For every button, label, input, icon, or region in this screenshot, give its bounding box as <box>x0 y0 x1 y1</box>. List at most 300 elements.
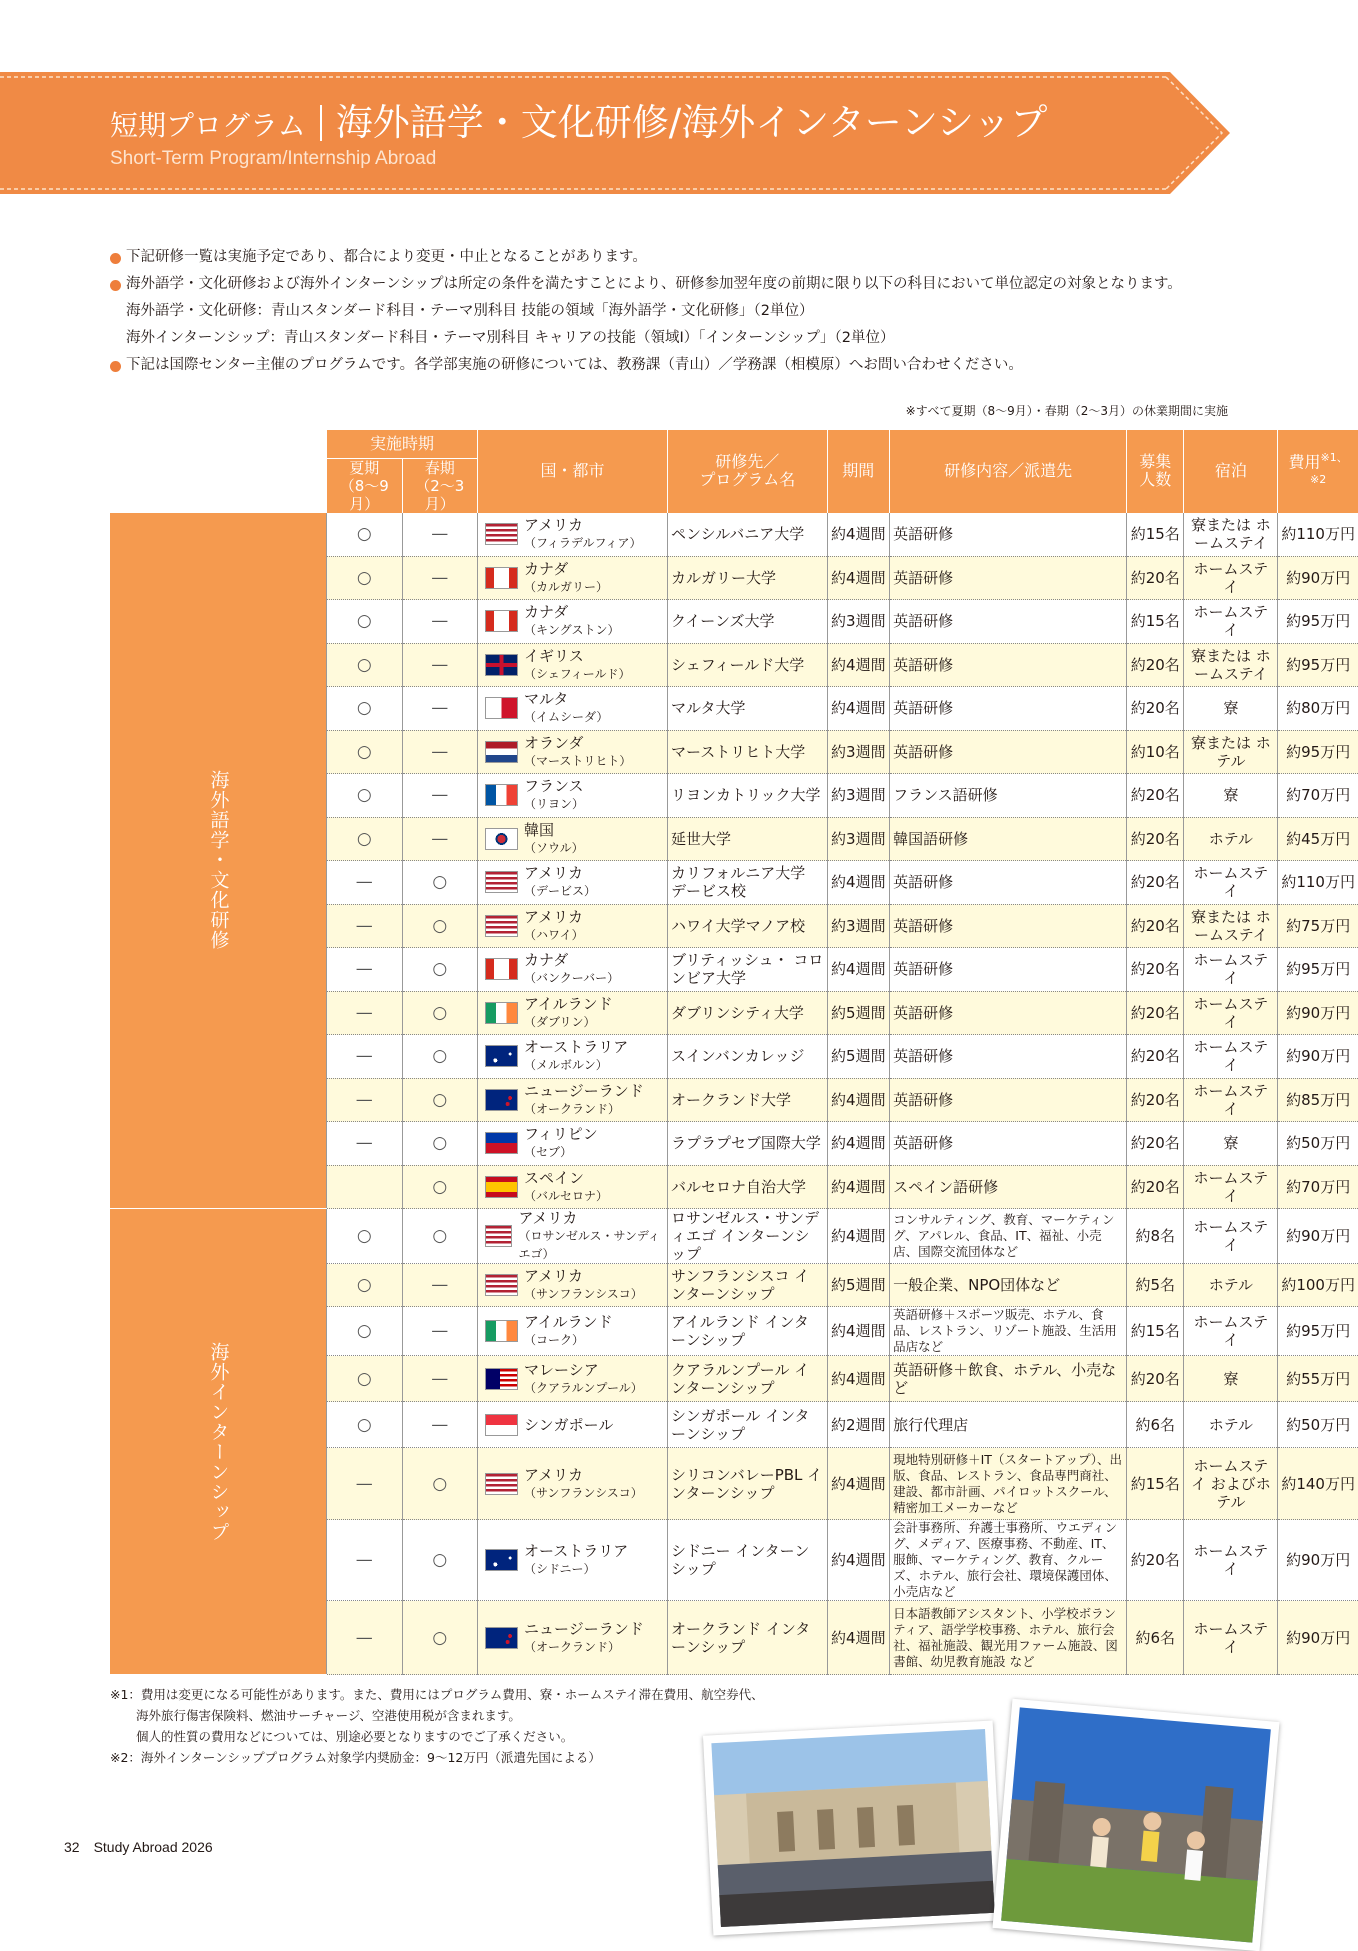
capacity-cell: 約20名 <box>1127 948 1184 992</box>
city-name: （メルボルン） <box>524 1058 608 1073</box>
country-name: シンガポール <box>524 1415 614 1434</box>
country-name: アメリカ <box>524 864 583 883</box>
content-cell: 英語研修 <box>890 687 1127 731</box>
stay-cell: 寮 <box>1184 774 1278 818</box>
country-name: アメリカ <box>524 907 583 926</box>
spring-mark: ○ <box>402 991 478 1035</box>
length-cell: 約4週間 <box>827 687 890 731</box>
host-cell: サンフランシスコ インターンシップ <box>668 1264 827 1307</box>
summer-mark: ○ <box>327 1264 403 1307</box>
city-name: （コーク） <box>524 1333 585 1347</box>
city-name: （ハワイ） <box>524 927 584 942</box>
length-cell: 約4週間 <box>827 643 890 687</box>
content-cell: スペイン語研修 <box>890 1165 1127 1209</box>
country-name: マルタ <box>524 690 569 709</box>
page-footer: 32 Study Abroad 2026 <box>64 1839 213 1855</box>
cost-cell: 約50万円 <box>1278 1402 1358 1448</box>
spain-flag-icon <box>485 1176 518 1198</box>
capacity-cell: 約20名 <box>1127 991 1184 1035</box>
summer-mark: — <box>327 991 403 1035</box>
usa-flag-icon <box>485 1225 512 1247</box>
city-cell <box>478 643 668 687</box>
summer-mark: ○ <box>327 1209 403 1264</box>
capacity-cell: 約20名 <box>1127 904 1184 948</box>
stay-cell: ホームステイ <box>1184 1165 1278 1209</box>
city-name: （シェフィールド） <box>524 666 631 681</box>
host-cell: カルガリー大学 <box>668 556 827 600</box>
nz-flag-icon <box>485 1089 518 1111</box>
country-name: フィリピン <box>524 1125 598 1144</box>
australia-flag-icon <box>485 1045 518 1067</box>
city-name: （サンフランシスコ） <box>524 1287 643 1301</box>
capacity-cell: 約20名 <box>1127 1356 1184 1402</box>
group-photo <box>703 1721 1003 1936</box>
stay-cell: ホームステイ <box>1184 1601 1278 1675</box>
header-cost-note: ※1、※2 <box>1310 450 1348 487</box>
summer-mark: ○ <box>327 687 403 731</box>
spring-mark: — <box>402 730 478 774</box>
country-name: カナダ <box>524 603 569 622</box>
city-cell <box>478 556 668 600</box>
capacity-cell: 約20名 <box>1127 643 1184 687</box>
canada-flag-icon <box>485 958 518 980</box>
content-cell: 英語研修＋スポーツ販売、ホテル、食品、レストラン、リゾート施設、生活用品店など <box>890 1307 1127 1356</box>
header-spring-label: 春期 <box>424 458 455 477</box>
summer-mark: ○ <box>327 1402 403 1448</box>
country-name: アメリカ <box>524 1267 583 1285</box>
country-name: イギリス <box>524 646 584 665</box>
header-blank <box>110 430 327 513</box>
content-cell: 会計事務所、弁護士事務所、ウエディング、メディア、医療事務、不動産、IT、服飾、マーケティング、教育、クルーズ、ホテル、旅行会社、環境保護団体、小売店など <box>890 1520 1127 1601</box>
summer-mark: — <box>327 948 403 992</box>
content-cell: 旅行代理店 <box>890 1402 1127 1448</box>
malta-flag-icon <box>485 697 518 719</box>
category-label <box>110 1209 327 1675</box>
capacity-cell: 約15名 <box>1127 1307 1184 1356</box>
australia-flag-icon <box>485 1549 518 1571</box>
stay-cell: ホームステイ <box>1184 1307 1278 1356</box>
country-name: カナダ <box>524 951 569 970</box>
content-cell: 英語研修 <box>890 1122 1127 1166</box>
stay-cell: 寮 <box>1184 1122 1278 1166</box>
bullet-icon <box>110 361 121 372</box>
host-cell: ペンシルバニア大学 <box>668 513 827 557</box>
length-cell: 約4週間 <box>827 1601 890 1675</box>
country-name: アメリカ <box>524 516 583 534</box>
content-cell: 英語研修 <box>890 904 1127 948</box>
content-cell: 英語研修 <box>890 600 1127 644</box>
spring-mark: — <box>402 774 478 818</box>
stay-cell: ホームステイ <box>1184 1078 1278 1122</box>
host-cell: シンガポール インターンシップ <box>668 1402 827 1448</box>
city-cell <box>478 904 668 948</box>
singapore-flag-icon <box>485 1414 518 1436</box>
host-cell: 延世大学 <box>668 817 827 861</box>
summer-mark: — <box>327 1601 403 1675</box>
stay-cell: 寮または ホテル <box>1184 730 1278 774</box>
stay-cell: 寮または ホームステイ <box>1184 513 1278 557</box>
country-name: フランス <box>524 777 584 796</box>
stay-cell: 寮 <box>1184 1356 1278 1402</box>
host-cell: オークランド大学 <box>668 1078 827 1122</box>
title-lead: 短期プログラム <box>110 109 306 142</box>
nz-flag-icon <box>485 1627 518 1649</box>
spring-mark: ○ <box>402 861 478 905</box>
length-cell: 約5週間 <box>827 991 890 1035</box>
city-cell <box>478 1264 668 1307</box>
spring-mark: ○ <box>402 1035 478 1079</box>
summer-mark: ○ <box>327 730 403 774</box>
header-stay: 宿泊 <box>1184 430 1278 513</box>
city-cell <box>478 730 668 774</box>
capacity-cell: 約15名 <box>1127 513 1184 557</box>
note-text: 下記研修一覧は実施予定であり、都合により変更・中止となることがあります。 <box>126 249 647 265</box>
capacity-cell: 約20名 <box>1127 687 1184 731</box>
program-table <box>110 430 1358 1675</box>
host-cell: バルセロナ自治大学 <box>668 1165 827 1209</box>
spring-mark: ○ <box>402 904 478 948</box>
summer-mark: ○ <box>327 1307 403 1356</box>
jumping-students-photo <box>992 1699 1279 1951</box>
cost-cell: 約85万円 <box>1278 1078 1358 1122</box>
spring-mark: — <box>402 600 478 644</box>
footnote-1-cont: 海外旅行傷害保険料、燃油サーチャージ、空港使用税が含まれます。 <box>136 1708 521 1723</box>
summer-mark: — <box>327 1520 403 1601</box>
capacity-cell: 約10名 <box>1127 730 1184 774</box>
category-label-text: 海外インターンシップ <box>207 1341 230 1542</box>
table-row <box>110 513 1358 557</box>
capacity-cell: 約8名 <box>1127 1209 1184 1264</box>
cost-cell: 約90万円 <box>1278 1520 1358 1601</box>
content-cell: 韓国語研修 <box>890 817 1127 861</box>
footnote-2: ※2：海外インターンシッププログラム対象学内奨励金：9〜12万円（派遣先国による） <box>110 1750 601 1765</box>
capacity-cell: 約20名 <box>1127 774 1184 818</box>
length-cell: 約4週間 <box>827 1078 890 1122</box>
cost-cell: 約95万円 <box>1278 948 1358 992</box>
length-cell: 約3週間 <box>827 904 890 948</box>
city-cell <box>478 774 668 818</box>
cost-cell: 約80万円 <box>1278 687 1358 731</box>
header-cost-label: 費用 <box>1288 452 1321 472</box>
country-name: アメリカ <box>524 1465 583 1484</box>
city-name: （オークランド） <box>524 1101 621 1116</box>
city-name: （ロサンゼルス・サンディエゴ） <box>518 1229 660 1261</box>
content-cell: 英語研修 <box>890 948 1127 992</box>
stay-cell: ホテル <box>1184 1402 1278 1448</box>
host-cell: カリフォルニア大学 デービス校 <box>668 861 827 905</box>
city-name: （ダブリン） <box>524 1014 596 1029</box>
notes-block <box>110 244 1250 379</box>
city-cell <box>478 1209 668 1264</box>
bullet-icon <box>110 253 121 264</box>
note-item <box>110 244 1250 271</box>
cost-cell: 約95万円 <box>1278 1307 1358 1356</box>
footnote-1: ※1：費用は変更になる可能性があります。また、費用にはプログラム費用、寮・ホームステイ滞在費用、航空券代、 <box>110 1687 764 1702</box>
footnotes <box>110 1684 764 1768</box>
length-cell: 約3週間 <box>827 730 890 774</box>
city-cell <box>478 1448 668 1520</box>
capacity-cell: 約5名 <box>1127 1264 1184 1307</box>
country-name: オーストラリア <box>524 1038 629 1057</box>
spring-mark: ○ <box>402 1209 478 1264</box>
city-name: （フィラデルフィア） <box>524 536 642 550</box>
content-cell: 英語研修 <box>890 1035 1127 1079</box>
cost-cell: 約70万円 <box>1278 774 1358 818</box>
header-content: 研修内容／派遣先 <box>890 430 1127 513</box>
length-cell: 約4週間 <box>827 1165 890 1209</box>
spring-mark: ○ <box>402 1165 478 1209</box>
header-summer <box>327 458 403 513</box>
usa-flag-icon <box>485 871 518 893</box>
city-cell <box>478 1078 668 1122</box>
stay-cell: ホームステイ <box>1184 991 1278 1035</box>
cost-cell: 約95万円 <box>1278 643 1358 687</box>
cost-cell: 約110万円 <box>1278 861 1358 905</box>
cost-cell: 約45万円 <box>1278 817 1358 861</box>
city-name: （キングストン） <box>524 623 620 638</box>
header-host <box>668 430 827 513</box>
canada-flag-icon <box>485 610 518 632</box>
uk-flag-icon <box>485 654 518 676</box>
host-cell: オークランド インターンシップ <box>668 1601 827 1675</box>
netherlands-flag-icon <box>485 741 518 763</box>
cost-cell: 約90万円 <box>1278 1601 1358 1675</box>
content-cell: 英語研修 <box>890 513 1127 557</box>
content-cell: フランス語研修 <box>890 774 1127 818</box>
header-summer-label: 夏期 <box>349 458 380 477</box>
host-cell: マルタ大学 <box>668 687 827 731</box>
jumping-students-image <box>992 1699 1279 1951</box>
cost-cell: 約140万円 <box>1278 1448 1358 1520</box>
content-cell: 英語研修 <box>890 1078 1127 1122</box>
capacity-cell: 約20名 <box>1127 1078 1184 1122</box>
city-name: （マーストリヒト） <box>524 753 632 768</box>
content-cell: 英語研修 <box>890 991 1127 1035</box>
length-cell: 約5週間 <box>827 1264 890 1307</box>
spring-mark: — <box>402 1402 478 1448</box>
stay-cell: ホームステイ <box>1184 1035 1278 1079</box>
spring-mark: ○ <box>402 1520 478 1601</box>
city-name: （リヨン） <box>524 797 585 812</box>
capacity-cell: 約20名 <box>1127 861 1184 905</box>
host-cell: アイルランド インターンシップ <box>668 1307 827 1356</box>
summer-mark: — <box>327 1078 403 1122</box>
country-name: アメリカ <box>518 1209 578 1227</box>
malaysia-flag-icon <box>485 1368 518 1390</box>
spring-mark: — <box>402 1356 478 1402</box>
length-cell: 約4週間 <box>827 1356 890 1402</box>
page-subtitle: Short-Term Program/Internship Abroad <box>110 148 437 169</box>
host-cell: シェフィールド大学 <box>668 643 827 687</box>
city-cell <box>478 1122 668 1166</box>
stay-cell: ホームステイ <box>1184 861 1278 905</box>
header-cap-line2: 人数 <box>1139 470 1172 490</box>
stay-cell: ホームステイ およびホテル <box>1184 1448 1278 1520</box>
header-cap-line1: 募集 <box>1139 452 1172 472</box>
length-cell: 約5週間 <box>827 1035 890 1079</box>
stay-cell: ホームステイ <box>1184 1209 1278 1264</box>
spring-mark: ○ <box>402 1448 478 1520</box>
city-cell <box>478 1165 668 1209</box>
country-name: 韓国 <box>524 820 555 839</box>
ireland-flag-icon <box>485 1320 518 1342</box>
group-photo-image <box>703 1721 1003 1936</box>
header-host-line2: プログラム名 <box>699 470 796 490</box>
city-name: （シドニー） <box>524 1562 596 1576</box>
host-cell: スインバンカレッジ <box>668 1035 827 1079</box>
note-item <box>110 352 1250 379</box>
length-cell: 約2週間 <box>827 1402 890 1448</box>
country-name: ニュージーランド <box>524 1619 644 1638</box>
city-name: （バルセロナ） <box>524 1188 609 1203</box>
period-note: ※すべて夏期（8〜9月）・春期（2〜3月）の休業期間に実施 <box>905 404 1228 418</box>
korea-flag-icon <box>485 828 518 850</box>
cost-cell: 約95万円 <box>1278 600 1358 644</box>
city-name: （デービス） <box>524 884 597 899</box>
stay-cell: ホテル <box>1184 1264 1278 1307</box>
summer-mark: — <box>327 861 403 905</box>
length-cell: 約4週間 <box>827 1307 890 1356</box>
city-cell <box>478 1307 668 1356</box>
cost-cell: 約70万円 <box>1278 1165 1358 1209</box>
length-cell: 約4週間 <box>827 948 890 992</box>
country-name: アイルランド <box>524 1313 613 1331</box>
country-name: オーストラリア <box>524 1542 629 1560</box>
header-summer-sub: （8〜9月） <box>339 476 389 513</box>
content-cell: 英語研修 <box>890 556 1127 600</box>
capacity-cell: 約15名 <box>1127 600 1184 644</box>
content-cell: 一般企業、NPO団体など <box>890 1264 1127 1307</box>
spring-mark: ○ <box>402 1601 478 1675</box>
country-name: スペイン <box>524 1168 585 1187</box>
summer-mark: — <box>327 904 403 948</box>
stay-cell: ホームステイ <box>1184 1520 1278 1601</box>
bullet-icon <box>110 280 121 291</box>
usa-flag-icon <box>485 1473 518 1495</box>
length-cell: 約4週間 <box>827 1448 890 1520</box>
header-cost <box>1278 430 1358 513</box>
city-name: （クアラルンプール） <box>524 1380 643 1395</box>
summer-mark: — <box>327 1035 403 1079</box>
city-cell <box>478 1402 668 1448</box>
note-text: 下記は国際センター主催のプログラムです。各学部実施の研修については、教務課（青山）／学務課（相模原）へお問い合わせください。 <box>126 357 1023 373</box>
length-cell: 約4週間 <box>827 556 890 600</box>
host-cell: クイーンズ大学 <box>668 600 827 644</box>
header-city: 国・都市 <box>478 430 668 513</box>
spring-mark: ○ <box>402 1122 478 1166</box>
cost-cell: 約110万円 <box>1278 513 1358 557</box>
summer-mark: ○ <box>327 513 403 557</box>
category-label <box>110 513 327 1209</box>
summer-mark: ○ <box>327 556 403 600</box>
usa-flag-icon <box>485 1274 518 1296</box>
city-cell <box>478 948 668 992</box>
cost-cell: 約90万円 <box>1278 991 1358 1035</box>
cost-cell: 約55万円 <box>1278 1356 1358 1402</box>
city-cell <box>478 861 668 905</box>
cost-cell: 約90万円 <box>1278 556 1358 600</box>
country-name: ニュージーランド <box>524 1081 644 1100</box>
spring-mark: ○ <box>402 948 478 992</box>
host-cell: リヨンカトリック大学 <box>668 774 827 818</box>
host-cell: シリコンバレーPBL インターンシップ <box>668 1448 827 1520</box>
stay-cell: 寮または ホームステイ <box>1184 904 1278 948</box>
length-cell: 約4週間 <box>827 1209 890 1264</box>
country-name: カナダ <box>524 559 569 578</box>
summer-mark: ○ <box>327 774 403 818</box>
capacity-cell: 約20名 <box>1127 817 1184 861</box>
city-name: （イムシーダ） <box>524 710 609 725</box>
length-cell: 約3週間 <box>827 600 890 644</box>
spring-mark: — <box>402 1264 478 1307</box>
city-cell <box>478 600 668 644</box>
spring-mark: — <box>402 1307 478 1356</box>
cost-cell: 約90万円 <box>1278 1209 1358 1264</box>
category-label-text: 海外語学・文化研修 <box>207 770 230 951</box>
philippines-flag-icon <box>485 1132 518 1154</box>
title-separator <box>320 105 322 141</box>
spring-mark: — <box>402 817 478 861</box>
capacity-cell: 約20名 <box>1127 1035 1184 1079</box>
stay-cell: ホームステイ <box>1184 556 1278 600</box>
cost-cell: 約50万円 <box>1278 1122 1358 1166</box>
ireland-flag-icon <box>485 1002 518 1024</box>
host-cell: クアラルンプール インターンシップ <box>668 1356 827 1402</box>
host-cell: ハワイ大学マノア校 <box>668 904 827 948</box>
summer-mark: ○ <box>327 1356 403 1402</box>
content-cell: 日本語教師アシスタント、小学校ボランティア、語学学校事務、ホテル、旅行会社、福祉施設、観光用ファーム施設、図書館、幼児教育施設 など <box>890 1601 1127 1675</box>
note-item <box>110 271 1250 298</box>
country-name: アイルランド <box>524 994 613 1013</box>
content-cell: 現地特別研修＋IT（スタートアップ）、出版、食品、レストラン、食品専門商社、建設、都市計画、パイロットスクール、精密加工メーカーなど <box>890 1448 1127 1520</box>
cost-cell: 約95万円 <box>1278 730 1358 774</box>
length-cell: 約4週間 <box>827 513 890 557</box>
city-cell <box>478 817 668 861</box>
summer-mark <box>327 1165 403 1209</box>
host-cell: シドニー インターンシップ <box>668 1520 827 1601</box>
city-name: （バンクーバー） <box>524 971 620 986</box>
table-row <box>110 1209 1358 1264</box>
capacity-cell: 約15名 <box>1127 1448 1184 1520</box>
spring-mark: ○ <box>402 1078 478 1122</box>
capacity-cell: 約20名 <box>1127 1122 1184 1166</box>
capacity-cell: 約6名 <box>1127 1601 1184 1675</box>
country-name: オランダ <box>524 733 584 752</box>
city-cell <box>478 1356 668 1402</box>
summer-mark: — <box>327 1448 403 1520</box>
canada-flag-icon <box>485 567 518 589</box>
usa-flag-icon <box>485 915 518 937</box>
content-cell: 英語研修 <box>890 643 1127 687</box>
spring-mark: — <box>402 556 478 600</box>
note-subitem: 海外インターンシップ：青山スタンダード科目・テーマ別科目 キャリアの技能（領域Ⅰ）「インターンシップ」（2単位） <box>126 330 895 346</box>
spring-mark: — <box>402 513 478 557</box>
city-name: （サンフランシスコ） <box>524 1485 643 1500</box>
city-cell <box>478 991 668 1035</box>
city-name: （オークランド） <box>524 1639 621 1654</box>
cost-cell: 約100万円 <box>1278 1264 1358 1307</box>
header-period: 実施時期 <box>327 430 478 458</box>
content-cell: 英語研修 <box>890 861 1127 905</box>
city-name: （セブ） <box>524 1145 573 1160</box>
title-main: 海外語学・文化研修/海外インターンシップ <box>335 101 1048 144</box>
stay-cell: ホームステイ <box>1184 600 1278 644</box>
length-cell: 約3週間 <box>827 817 890 861</box>
city-cell <box>478 687 668 731</box>
program-table-body <box>110 513 1358 1675</box>
summer-mark: ○ <box>327 600 403 644</box>
host-cell: ブリティッシュ・ コロンビア大学 <box>668 948 827 992</box>
